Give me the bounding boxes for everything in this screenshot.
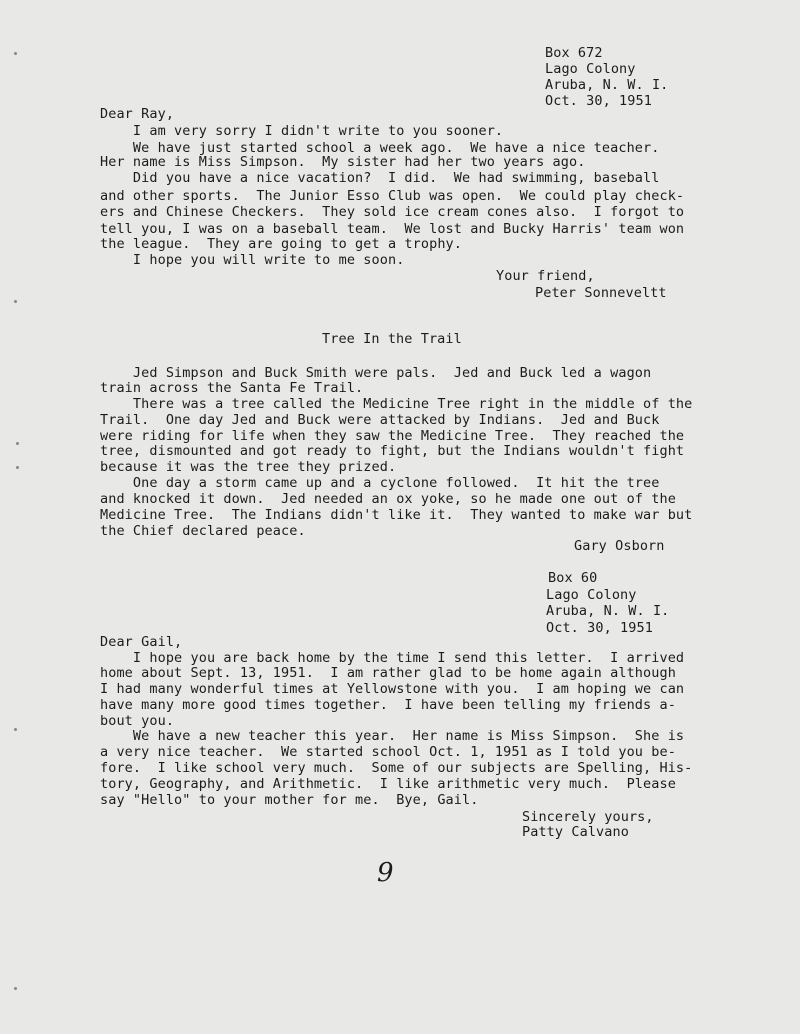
address-line: Box 60 — [548, 570, 598, 586]
letter2-salutation: Dear Gail, — [100, 634, 183, 650]
letter2-signature: Patty Calvano — [522, 824, 629, 840]
body-line: One day a storm came up and a cyclone followed. It hit the tree — [100, 475, 660, 491]
binder-hole-mark — [14, 300, 17, 303]
body-line: We have a new teacher this year. Her name is Miss Simpson. She is — [100, 728, 685, 744]
body-line: I hope you will write to me soon. — [100, 252, 405, 268]
address-line: Box 672 — [545, 45, 603, 61]
address-line: Oct. 30, 1951 — [546, 620, 653, 636]
body-line: fore. I like school very much. Some of our subjects are Spelling, His- — [100, 760, 693, 776]
address-line: Oct. 30, 1951 — [545, 93, 652, 109]
body-line: Her name is Miss Simpson. My sister had her two years ago. — [100, 154, 586, 170]
binder-hole-mark — [16, 442, 19, 445]
body-line: I hope you are back home by the time I send this letter. I arrived — [100, 650, 685, 666]
body-line: bout you. — [100, 713, 175, 729]
binder-hole-mark — [14, 987, 17, 990]
body-line: We have just started school a week ago. We have a nice teacher. — [100, 140, 660, 156]
body-line: ers and Chinese Checkers. They sold ice cream cones also. I forgot to — [100, 204, 685, 220]
story-title: Tree In the Trail — [322, 331, 462, 347]
binder-hole-mark — [16, 466, 19, 469]
body-line: the Chief declared peace. — [100, 523, 306, 539]
story-author: Gary Osborn — [574, 538, 665, 554]
address-line: Aruba, N. W. I. — [546, 603, 670, 619]
address-line: Aruba, N. W. I. — [545, 77, 669, 93]
body-line: Medicine Tree. The Indians didn't like it. They wanted to make war but — [100, 507, 693, 523]
body-line: train across the Santa Fe Trail. — [100, 380, 364, 396]
body-line: Trail. One day Jed and Buck were attacked by Indians. Jed and Buck — [100, 412, 660, 428]
letter2-closing: Sincerely yours, — [522, 809, 654, 825]
binder-hole-mark — [14, 728, 17, 731]
body-line: and other sports. The Junior Esso Club was open. We could play check- — [100, 188, 685, 204]
body-line: tell you, I was on a baseball team. We lost and Bucky Harris' team won — [100, 221, 685, 237]
body-line: and knocked it down. Jed needed an ox yoke, so he made one out of the — [100, 491, 676, 507]
binder-hole-mark — [14, 52, 17, 55]
body-line: the league. They are going to get a trophy. — [100, 236, 463, 252]
body-line: I am very sorry I didn't write to you sooner. — [100, 123, 504, 139]
body-line: say "Hello" to your mother for me. Bye, Gail. — [100, 792, 479, 808]
page-number: 9 — [377, 858, 394, 888]
body-line: I had many wonderful times at Yellowstone with you. I am hoping we can — [100, 681, 685, 697]
body-line: were riding for life when they saw the Medicine Tree. They reached the — [100, 428, 685, 444]
body-line: because it was the tree they prized. — [100, 459, 397, 475]
letter1-signature: Peter Sonneveltt — [535, 285, 667, 301]
body-line: tory, Geography, and Arithmetic. I like arithmetic very much. Please — [100, 776, 676, 792]
address-line: Lago Colony — [545, 61, 636, 77]
body-line: Jed Simpson and Buck Smith were pals. Jed and Buck led a wagon — [100, 365, 652, 381]
body-line: a very nice teacher. We started school Oct. 1, 1951 as I told you be- — [100, 744, 676, 760]
body-line: home about Sept. 13, 1951. I am rather glad to be home again although — [100, 665, 676, 681]
letter1-salutation: Dear Ray, — [100, 106, 175, 122]
body-line: have many more good times together. I have been telling my friends a- — [100, 697, 676, 713]
body-line: tree, dismounted and got ready to fight, but the Indians wouldn't fight — [100, 443, 685, 459]
letter1-closing: Your friend, — [496, 268, 595, 284]
address-line: Lago Colony — [546, 587, 637, 603]
body-line: Did you have a nice vacation? I did. We had swimming, baseball — [100, 170, 660, 186]
body-line: There was a tree called the Medicine Tree right in the middle of the — [100, 396, 693, 412]
